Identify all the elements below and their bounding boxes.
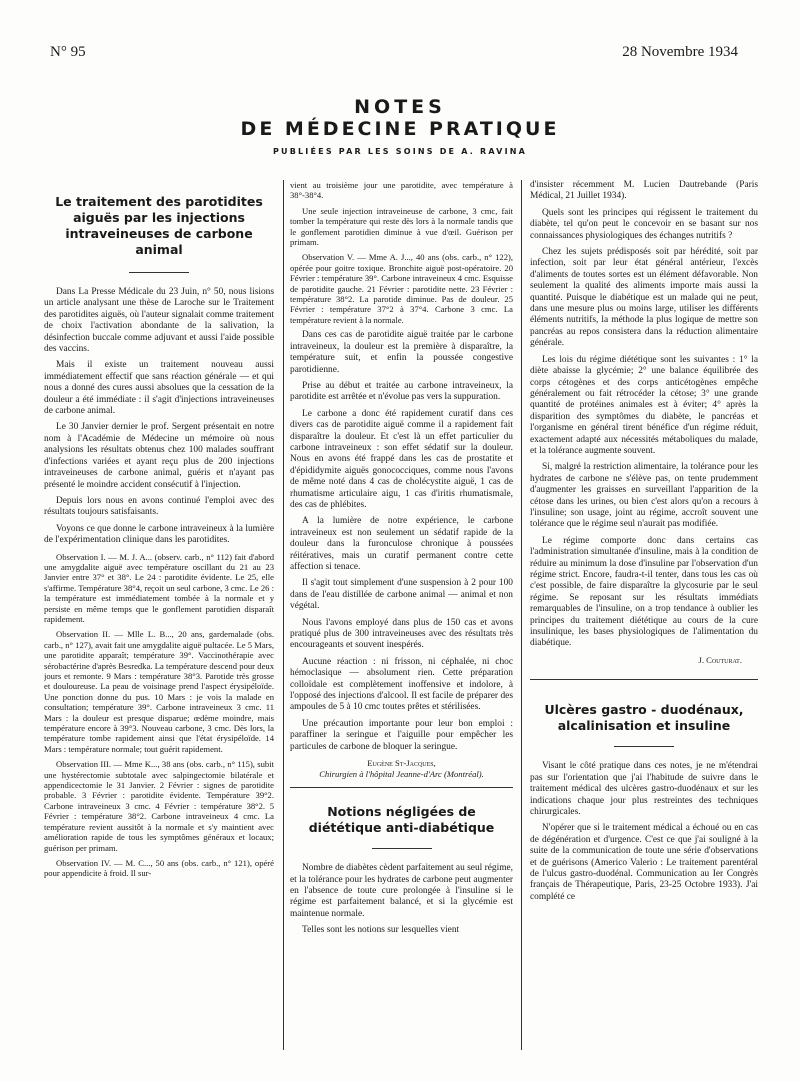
column-divider-left (283, 180, 284, 1050)
paragraph: Il s'agit tout simplement d'une suspension à 2 pour 100 dans de l'eau distillée de carbone animal — animal et non végétal. (290, 578, 513, 612)
paragraph: Nombre de diabètes cèdent parfaitement au seul régime, et la tolérance pour les hydrates de carbone peut augmenter en l'absence de toute cure prolongée à l'insuline si le régime est parfaitement balancé, et si la glycémie est maintenue normale. (290, 863, 513, 919)
journal-title-line1: NOTES (354, 96, 446, 118)
paragraph: Mais il existe un traitement nouveau aussi immédiatement effectif que sans réaction générale — et qui nous a donné des cures aussi absolues que la cessation de la douleur a été immédiate : il s'agit d'injections intraveineuses de carbone animal. (44, 360, 274, 417)
paragraph: Nous l'avons employé dans plus de 150 cas et avons pratiqué plus de 300 intraveineuses avec des résultats très encourageants et souvent inespérés. (290, 617, 513, 651)
paragraph: Le 30 Janvier dernier le prof. Sergent présentait en notre nom à l'Académie de Médecine un mémoire où nous analysions les résultats obtenus chez 100 malades souffrant d'infections variées et ayant reçu plus de 200 injections intraveineuses de carbone animal, guéris et n'ayant pas présenté le moindre accident consécutif à l'injection. (44, 422, 274, 490)
column-divider-right (521, 180, 522, 1050)
paragraph: Prise au début et traitée au carbone intraveineux, la parotidite est arrêtée et n'évolue pas vers la suppuration. (290, 380, 513, 403)
signature-name: Eugène St-Jacques, (367, 758, 436, 769)
article-separator (290, 787, 513, 788)
paragraph: Depuis lors nous en avons continué l'emploi avec des résultats toujours satisfaisants. (44, 495, 274, 518)
paragraph: Visant le côté pratique dans ces notes, je ne m'étendrai pas sur l'orientation que j'ai l'habitude de suivre dans le traitement médical des ulcères gastro-duodénaux et sur les indications chaque jour plus restreintes des techniques chirurgicales. (530, 761, 758, 817)
observation-continued: vient au troisième jour une parotidite, avec température à 38°-38°4. (290, 180, 513, 201)
paragraph: Les lois du régime diététique sont les suivantes : 1° la diète abaisse la glycémie; 2° une balance équilibrée des corps cétogènes et des corps anticétogènes empêche généralement ou fait rétrocéder la cétose; 3° une grande quantité de protéines animales est à éviter; 4° après la disparition des symptômes du diabète, le pancréas et l'organisme en général tirent bénéfice d'un régime réduit, exactement adapté aux nécessités métaboliques du malade, et la tolérance augmente souvent. (530, 354, 758, 456)
article-separator (530, 679, 758, 680)
journal-subtitle: PUBLIÉES PAR LES SOINS DE A. RAVINA (272, 147, 528, 156)
signature-affiliation: Chirurgien à l'hôpital Jeanne-d'Arc (Montréal). (319, 768, 484, 779)
paragraph: Dans La Presse Médicale du 23 Juin, n° 50, nous lisions un article analysant une thèse de Laroche sur le Traitement des parotidites aiguës, où l'auteur signalait comme traitement de choix l'activation abondante de la salivation, la désinfection buccale comme adjuvant et aussi l'aide possible des vaccins. (44, 287, 274, 355)
observation: Observation II. — Mlle L. B..., 20 ans, gardemalade (obs. carb., n° 127), avait fait une amygdalite aiguë pultacée. Le 5 Mars, une parotidite apparaît; température 39°. Vaccinothérapie avec sérobactérine d'après Besredka. La température descend pour deux jours et remonte. 9 Mars : température 38°3. Parotide très grosse et douloureuse. La peau de voisinage prend l'aspect érysipéloïde. Une ponction donne du pus. 10 Mars : je vois la malade en consultation; température 39°. Carbone intraveineux 3 cmc. 11 Mars : la douleur est presque disparue; œdème moindre, mais température encore à 39°3. Nouveau carbone, 3 cmc. Dès lors, la température tombe rapidement ainsi que l'état érysipéloïde. 14 Mars : température normale; tout guérit rapidement. (44, 629, 274, 754)
paragraph: Si, malgré la restriction alimentaire, la tolérance pour les hydrates de carbone ne s'élève pas, on tente prudemment d'augmenter les graisses en surveillant l'apparition de la cétose dans les urines, ou bien c'est alors qu'on a recours à l'insuline; son usage, joint au régime, accroît souvent une tolérance que le régime seul n'aurait pas modifiée. (530, 462, 758, 530)
title-rule (614, 746, 674, 747)
observation: Observation I. — M. J. A... (observ. carb., n° 112) fait d'abord une amygdalite aiguë avec température oscillant du 21 au 23 Janvier entre 37° et 38°. Le 24 : parotidite évidente. Le 25, elle s'affirme. Température 38°4, reçoit un seul carbone, 3 cmc. Le 26 : la température est immédiatement tombée à la normale et y persiste en même temps que le gonflement parotidien disparaît rapidement. (44, 551, 274, 624)
title-rule (372, 848, 432, 849)
paragraph-continued: d'insister récemment M. Lucien Dautrebande (Paris Médical, 21 Juillet 1934). (530, 180, 758, 202)
issue-number: N° 95 (50, 44, 86, 60)
observation: Observation IV. — M. C..., 50 ans (obs. carb., n° 121), opéré pour appendicite à froid. Il sur- (44, 857, 274, 879)
paragraph: Le régime comporte donc dans certains cas l'administration simultanée d'insuline, mais à la condition de réduire au minimum la dose d'insuline par l'observation d'un régime strict. Encore, faudra-t-il tenter, dans tous les cas où c'est possible, de faire disparaître la glycosurie par le seul régime. Se reposant sur les résultats immédiats remarquables de l'insuline, on a trop tendance à oublier les principes du traitement diététique au cours de la cure insulinique, les bases physiologiques de l'alimentation du diabétique. (530, 535, 758, 649)
column-3 (530, 180, 758, 1075)
column-1 (44, 190, 274, 1075)
article-title-ulceres: Ulcères gastro - duodénaux, alcalinisation et insuline (544, 702, 744, 734)
title-rule (129, 272, 189, 273)
observation: Observation III. — Mme K..., 38 ans (obs. carb., n° 115), subit une hystérectomie subtotale avec salpingectomie bilatérale et appendicectomie le 31 Janvier. 2 Février : signes de parotidite probable. 3 Février : parotidite évidente. Température 39°2. Carbone intraveineux 3 cmc. 4 Février : température 38°2. 5 Février : température 38°2. Carbone intraveineux 4 cmc. La température revient aussitôt à la normale et s'y maintient avec amélioration rapide de tous les symptômes généraux et locaux; guérison per primam. (44, 759, 274, 853)
paragraph: Une précaution importante pour leur bon emploi : paraffiner la seringue et l'aiguille pour empêcher les particules de carbone de bloquer la seringue. (290, 718, 513, 752)
article-title-dietetique: Notions négligées de diététique anti-diabétique (308, 804, 495, 836)
paragraph: A la lumière de notre expérience, le carbone intraveineux est non seulement un sédatif rapide de la douleur dans la furonculose chronique à poussées réitératives, mais un curatif permanent contre cette affection si tenace. (290, 516, 513, 572)
paragraph: Dans ces cas de parotidite aiguë traitée par le carbone intraveineux, la douleur est la première à disparaître, la température suit, et enfin la poussée congestive parotidienne. (290, 330, 513, 375)
paragraph: N'opérer que si le traitement médical a échoué ou en cas de dégénération et d'urgence. C'est ce que j'ai souligné à la suite de la communication de toute une série d'observations et de guérisons (Americo Valerio : Le traitement parentéral de l'ulcus gastro-duodénal. Communication au Ier Congrès français de Thérapeutique, Paris, 23-25 Octobre 1933). J'ai complété ce (530, 823, 758, 902)
paragraph: Aucune réaction : ni frisson, ni céphalée, ni choc hémoclasique — absolument rien. Cette préparation colloïdale est complètement inoffensive et indolore, à l'opposé des injections d'alcool. Il est facile de préparer des ampoules de 5 à 10 cmc toutes prêtes et stérilisées. (290, 656, 513, 713)
signature: J. Couturat. (698, 654, 742, 665)
journal-title-line2: DE MÉDECINE PRATIQUE (240, 118, 560, 140)
issue-date: 28 Novembre 1934 (622, 44, 738, 60)
paragraph: Quels sont les principes qui régissent le traitement du diabète, tel qu'on peut le concevoir en se basant sur nos connaissances physiologiques des échanges nutritifs ? (530, 207, 758, 241)
paragraph: Telles sont les notions sur lesquelles vient (302, 925, 460, 936)
paragraph: Chez les sujets prédisposés soit par hérédité, soit par infection, soit par leur état général antérieur, l'excès d'aliments de toutes sortes est un élément défavorable. Non seulement la qualité des aliments importe mais aussi la quantité. Puisque le diabétique est un malade qui ne peut, dans une mesure plus ou moins large, utiliser les différents éléments nutritifs, la méthode la plus logique de mettre son pancréas au repos consistera dans la réduction alimentaire générale. (530, 247, 758, 349)
paragraph: Le carbone a donc été rapidement curatif dans ces divers cas de parotidite aiguë comme il a rapidement fait disparaître la douleur. Et c'est là un effet particulier du carbone intraveineux : son effet sédatif sur la douleur. Nous en avons été frappé dans les cas de prostatite et d'épididymite aiguës gonococciques, comme nous l'avons de même noté dans 4 cas de cholécystite aiguë, 1 cas de rhumatisme articulaire aigu, 1 cas d'iritis rhumatismale, des cas de phlébites. (290, 408, 513, 510)
observation: Observation V. — Mme A. J..., 40 ans (obs. carb., n° 122), opérée pour goitre toxique. Bronchite aiguë post-opératoire. 20 Février : température 39°. Carbone intraveineux 4 cmc. Esquisse de parotidite gauche. 21 Février : parotidite nette. 23 Février : température 38°2. La parotide diminue. Pas de douleur. 25 Février : température 37°2 à 37°4. Carbone 3 cmc. La température revient à la normale. (290, 252, 513, 325)
article-title-parotidites: Le traitement des parotidites aiguës par les injections intraveineuses de carbone animal (55, 194, 263, 257)
paragraph: Voyons ce que donne le carbone intraveineux à la lumière de l'expérimentation clinique dans les parotidites. (44, 523, 274, 546)
observation: Une seule injection intraveineuse de carbone, 3 cmc, fait tomber la température qui reste dès lors à la normale tandis que le gonflement parotidien diminue à vue d'œil. Guérison per primam. (290, 205, 513, 248)
column-2 (290, 180, 513, 1075)
